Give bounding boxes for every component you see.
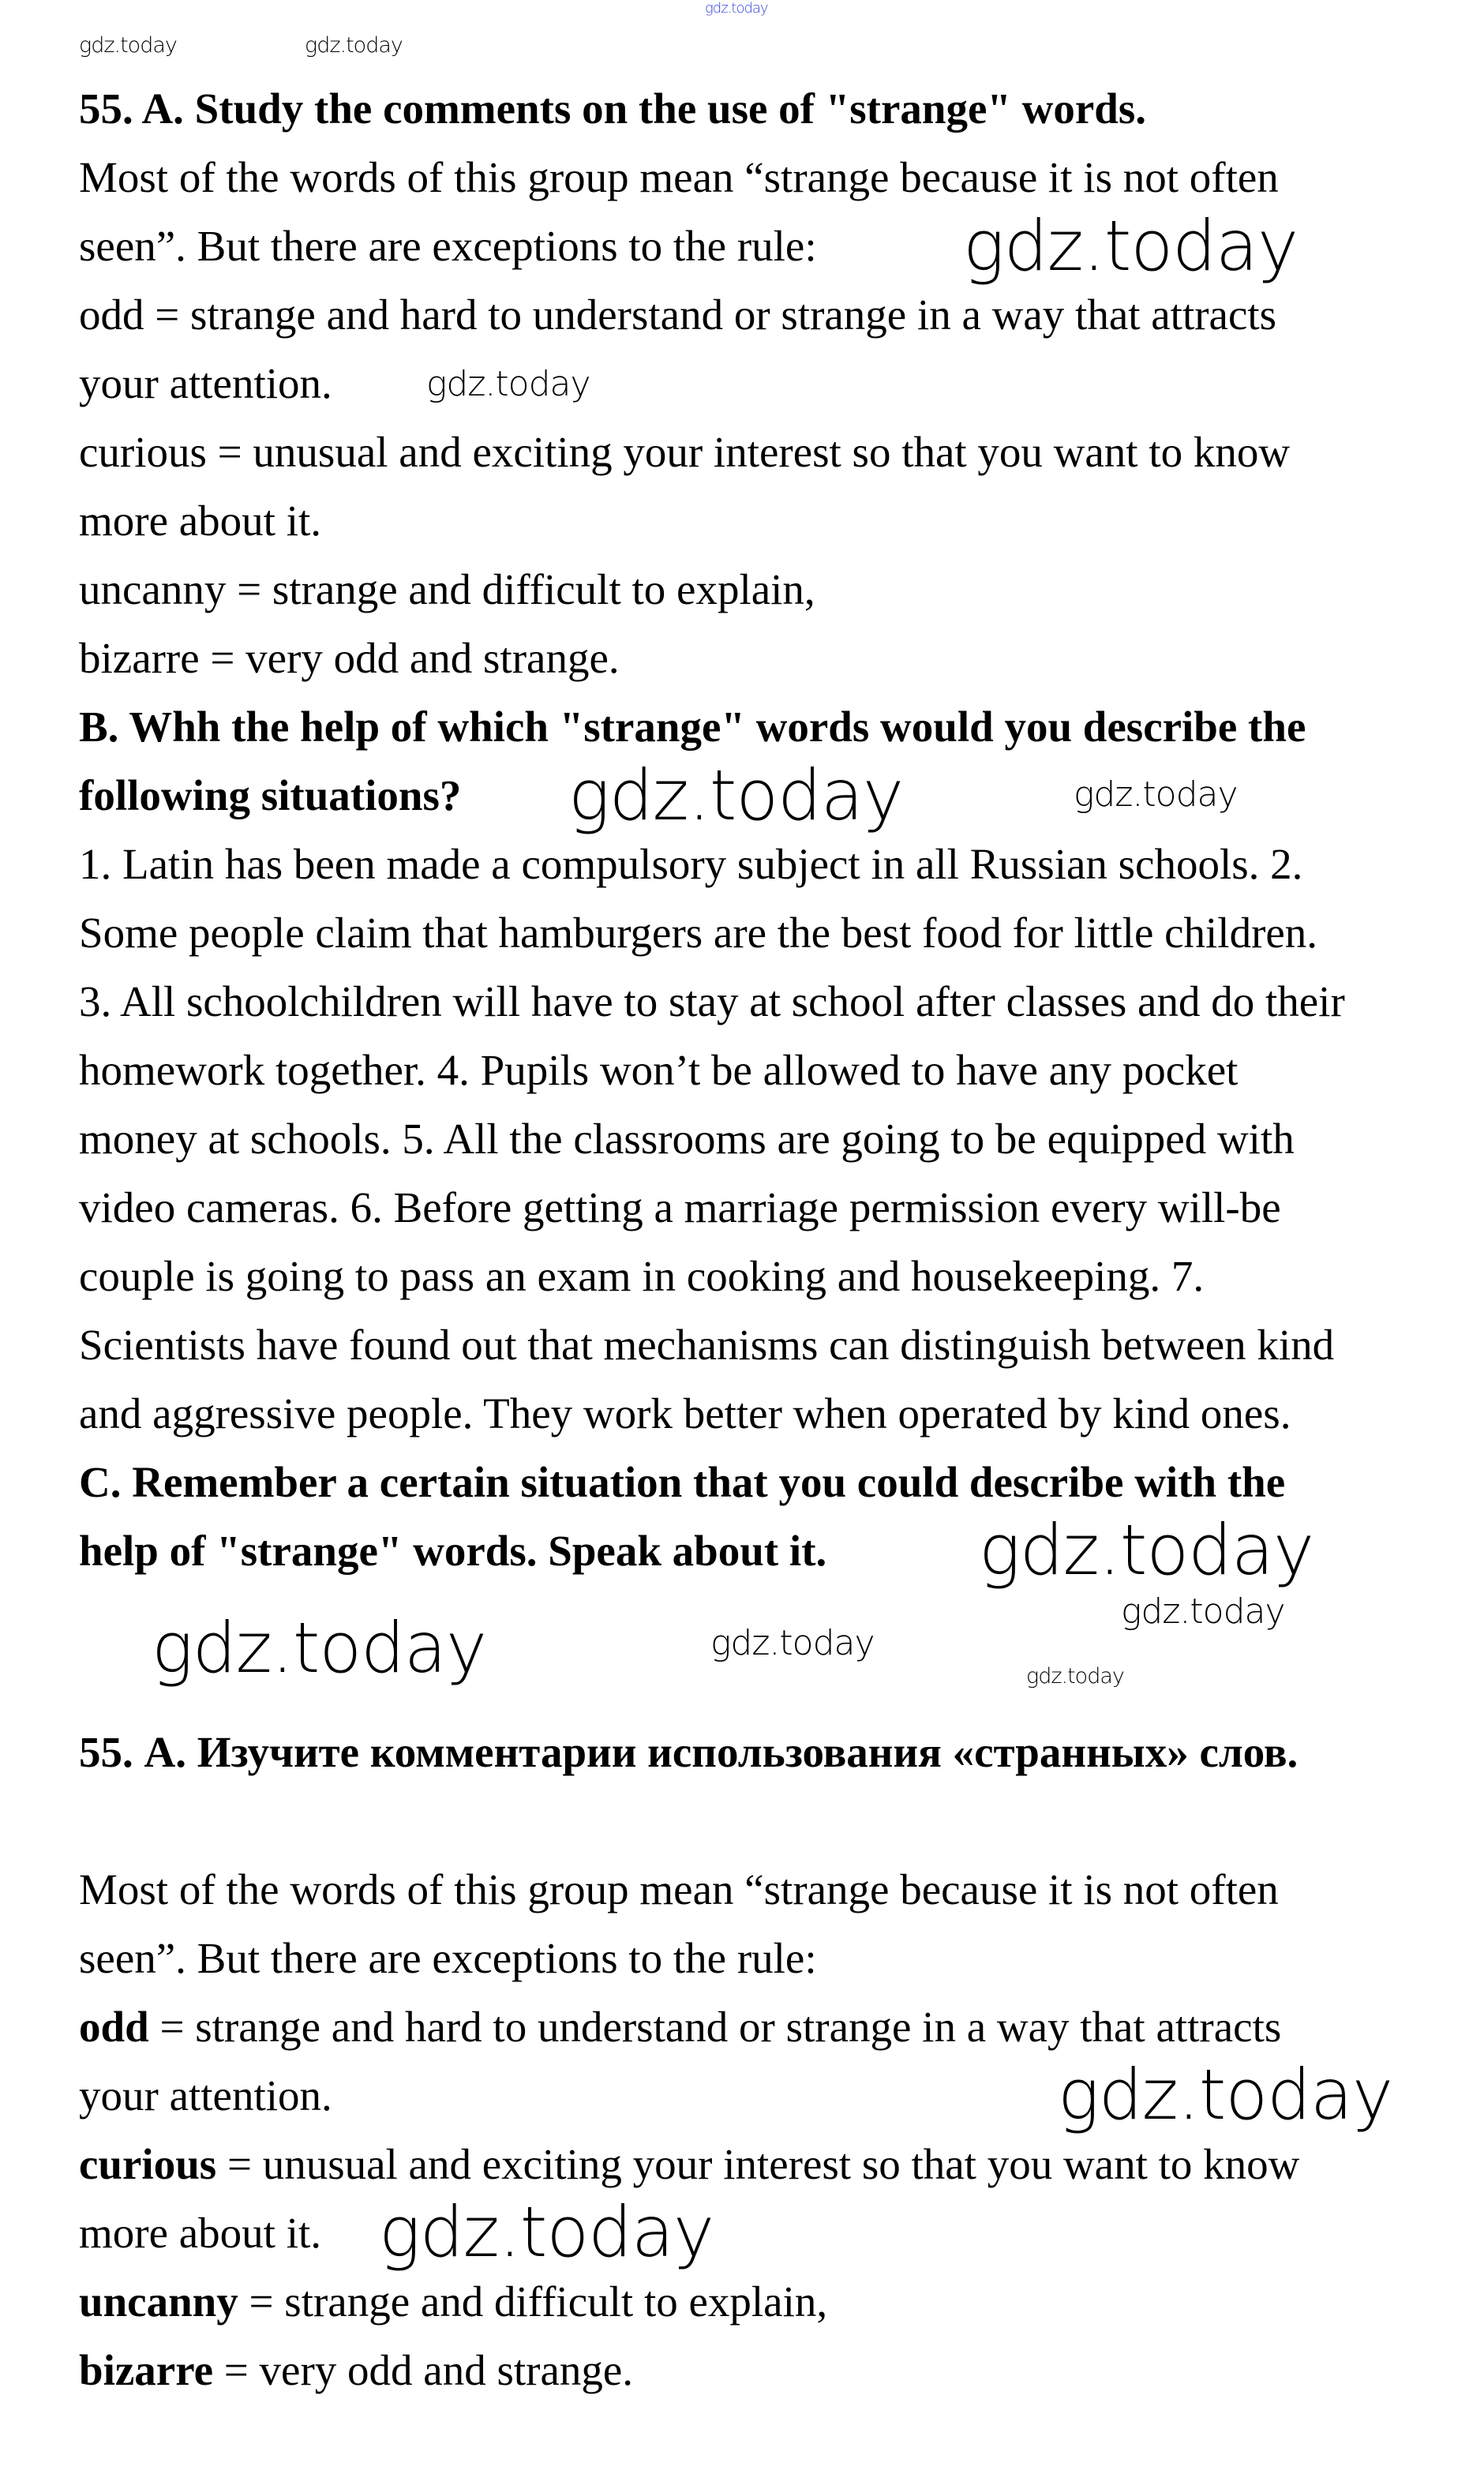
- watermark: gdz.today: [426, 364, 590, 404]
- text-line: Most of the words of this group mean “strange because it is not often: [79, 153, 1279, 201]
- situation-line: couple is going to pass an exam in cooking and housekeeping. 7.: [79, 1252, 1205, 1300]
- definition-bizarre: bizarre = very odd and strange.: [79, 634, 620, 682]
- task-c-heading: C. Remember a certain situation that you could describe with the: [79, 1458, 1286, 1506]
- term-definition: = strange and difficult to explain,: [238, 2277, 828, 2326]
- text-line: more about it.: [79, 497, 322, 545]
- watermark: gdz.today: [568, 755, 904, 836]
- text-line: more about it.: [79, 2209, 322, 2257]
- task-b-heading: following situations?: [79, 771, 462, 819]
- situation-line: and aggressive people. They work better when operated by kind ones.: [79, 1389, 1291, 1437]
- situation-line: video cameras. 6. Before getting a marriage permission every will-be: [79, 1183, 1281, 1231]
- watermark: gdz.today: [963, 205, 1298, 287]
- situation-line: Some people claim that hamburgers are the best food for little children.: [79, 909, 1318, 957]
- text-line: seen”. But there are exceptions to the rule:: [79, 1934, 817, 1982]
- watermark: gdz.today: [1121, 1591, 1285, 1632]
- watermark: gdz.today: [1074, 774, 1238, 815]
- watermark: gdz.today: [79, 33, 177, 58]
- term-definition: = unusual and exciting your interest so that you want to know: [216, 2140, 1300, 2188]
- translation-heading: 55. А. Изучите комментарии использования «странных» слов.: [79, 1728, 1298, 1776]
- definition-curious: [79, 2130, 1299, 2198]
- situation-line: homework together. 4. Pupils won’t be allowed to have any pocket: [79, 1046, 1239, 1094]
- watermark: gdz.today: [710, 1623, 875, 1663]
- watermark: gdz.today: [305, 33, 403, 58]
- definition-odd: [79, 1992, 1281, 2061]
- definition-uncanny: [79, 2267, 827, 2336]
- watermark: gdz.today: [705, 0, 768, 17]
- task-b-heading: B. Whh the help of which "strange" words would you describe the: [79, 703, 1306, 751]
- watermark: gdz.today: [379, 2191, 714, 2273]
- definition-uncanny: uncanny = strange and difficult to explain,: [79, 565, 815, 613]
- watermark: gdz.today: [1058, 2054, 1393, 2135]
- situation-line: 1. Latin has been made a compulsory subject in all Russian schools. 2.: [79, 840, 1303, 888]
- text-line: your attention.: [79, 2071, 332, 2120]
- task-c-heading: help of "strange" words. Speak about it.: [79, 1527, 827, 1575]
- situation-line: Scientists have found out that mechanisms can distinguish between kind: [79, 1321, 1335, 1369]
- text-line: seen”. But there are exceptions to the rule:: [79, 222, 817, 270]
- situation-line: money at schools. 5. All the classrooms are going to be equipped with: [79, 1115, 1295, 1163]
- exercise-heading: 55. A. Study the comments on the use of "strange" words.: [79, 84, 1147, 133]
- term-definition: = very odd and strange.: [213, 2346, 634, 2394]
- definition-curious: curious = unusual and exciting your interest so that you want to know: [79, 428, 1291, 476]
- watermark: gdz.today: [979, 1509, 1314, 1591]
- definition-odd: odd = strange and hard to understand or strange in a way that attracts: [79, 290, 1277, 339]
- term: odd: [79, 2003, 149, 2051]
- watermark: gdz.today: [152, 1607, 487, 1689]
- term: bizarre: [79, 2346, 214, 2394]
- text-line: your attention.: [79, 359, 332, 407]
- definition-bizarre: [79, 2336, 633, 2404]
- term: curious: [79, 2140, 217, 2188]
- situation-line: 3. All schoolchildren will have to stay at school after classes and do their: [79, 977, 1345, 1025]
- watermark: gdz.today: [1026, 1664, 1124, 1689]
- text-line: Most of the words of this group mean “strange because it is not often: [79, 1865, 1279, 1913]
- term: uncanny: [79, 2277, 238, 2326]
- term-definition: = strange and hard to understand or strange in a way that attracts: [148, 2003, 1282, 2051]
